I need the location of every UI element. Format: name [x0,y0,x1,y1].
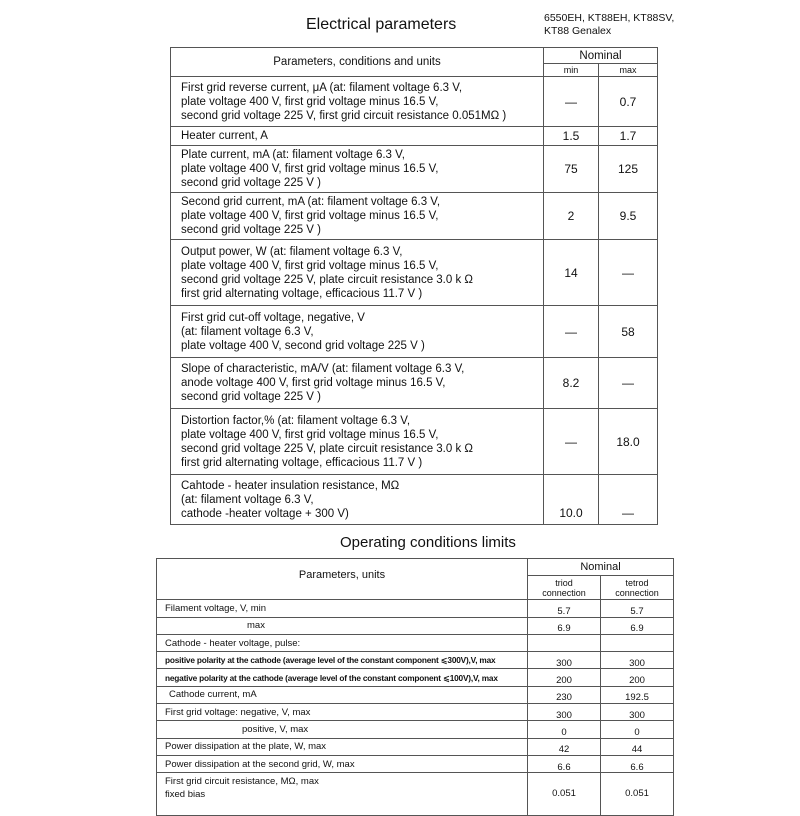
param-cell: positive, V, max [157,721,528,738]
param-cell: First grid reverse current, μA (at: filament voltage 6.3 V, plate voltage 400 V, first grid voltage minus 16.5 V, second grid voltage 225 V, first grid circuit resistance 0.051MΩ ) [171,77,544,127]
table-row [157,634,674,651]
param-cell: negative polarity at the cathode (average level of the constant component ⩽100V),V, max [157,669,528,686]
min-cell: — [544,77,599,127]
table-row [157,652,674,669]
table-row [171,127,658,146]
table-row [171,475,658,525]
tetrod-cell: 6.6 [601,755,674,772]
max-cell: — [599,358,658,409]
param-cell: positive polarity at the cathode (average level of the constant component ⩽300V),V, max [157,652,528,669]
electrical-parameters-table [170,47,658,525]
operating-limits-table [156,558,674,816]
tetrod-cell: 300 [601,704,674,721]
max-cell: — [599,240,658,306]
min-cell: 1.5 [544,127,599,146]
tetrod-cell: 0.051 [601,773,674,816]
min-cell: 8.2 [544,358,599,409]
table-row [171,77,658,127]
triod-cell: 5.7 [528,600,601,617]
table-row [157,738,674,755]
table-row [171,409,658,475]
triod-cell: 0 [528,721,601,738]
min-cell: 75 [544,146,599,193]
tetrod-cell: 200 [601,669,674,686]
table-row [157,773,674,816]
header-parameters: Parameters, units [157,559,528,600]
triod-cell: 6.9 [528,617,601,634]
table-row [157,721,674,738]
min-cell: 14 [544,240,599,306]
min-cell: 10.0 [544,475,599,525]
tetrod-cell: 0 [601,721,674,738]
table-row [171,306,658,358]
param-cell: Power dissipation at the plate, W, max [157,738,528,755]
param-cell: Cahtode - heater insulation resistance, MΩ (at: filament voltage 6.3 V, cathode -heater voltage + 300 V) [171,475,544,525]
triod-cell: 0.051 [528,773,601,816]
electrical-parameters-title: Electrical parameters [306,16,457,33]
tetrod-cell: 192.5 [601,686,674,703]
tetrod-cell [601,634,674,651]
table-row [157,600,674,617]
triod-cell: 6.6 [528,755,601,772]
param-cell: First grid voltage: negative, V, max [157,704,528,721]
triod-cell: 230 [528,686,601,703]
param-cell: Filament voltage, V, min [157,600,528,617]
max-cell: 18.0 [599,409,658,475]
max-cell: 9.5 [599,193,658,240]
param-cell: Cathode current, mA [157,686,528,703]
tetrod-cell: 5.7 [601,600,674,617]
param-cell: Distortion factor,% (at: filament voltage 6.3 V, plate voltage 400 V, first grid voltage minus 16.5 V, second grid voltage 225 V, plate circuit resistance 3.0 k Ω first grid alternating voltage, efficacious 11.7 V ) [171,409,544,475]
triod-cell: 300 [528,652,601,669]
tetrod-cell: 6.9 [601,617,674,634]
param-cell: Heater current, A [171,127,544,146]
param-cell: Power dissipation at the second grid, W, max [157,755,528,772]
table-row [171,240,658,306]
table-row [157,617,674,634]
min-cell: — [544,409,599,475]
header-min: min [544,64,599,77]
param-cell: Output power, W (at: filament voltage 6.3 V, plate voltage 400 V, first grid voltage minus 16.5 V, second grid voltage 225 V, plate circuit resistance 3.0 k Ω first grid alternating voltage, efficacious 11.7 V ) [171,240,544,306]
header-nominal: Nominal [544,48,658,64]
triod-cell: 42 [528,738,601,755]
param-cell: Cathode - heater voltage, pulse: [157,634,528,651]
min-cell: 2 [544,193,599,240]
table-row [171,193,658,240]
param-cell: max [157,617,528,634]
header-parameters: Parameters, conditions and units [171,48,544,77]
param-cell: Plate current, mA (at: filament voltage 6.3 V, plate voltage 400 V, first grid voltage minus 16.5 V, second grid voltage 225 V ) [171,146,544,193]
table-row [157,704,674,721]
param-cell: First grid circuit resistance, MΩ, max fixed bias [157,773,528,816]
header-nominal: Nominal [528,559,674,576]
triod-cell: 200 [528,669,601,686]
header-triod: triod connection [528,576,601,600]
table-row [157,686,674,703]
max-cell: 58 [599,306,658,358]
table-row [157,669,674,686]
header-max: max [599,64,658,77]
param-cell: First grid cut-off voltage, negative, V (at: filament voltage 6.3 V, plate voltage 400 V, second grid voltage 225 V ) [171,306,544,358]
table-row [157,755,674,772]
min-cell: — [544,306,599,358]
tube-models-label: 6550EH, KT88EH, KT88SV, KT88 Genalex [544,12,675,37]
triod-cell: 300 [528,704,601,721]
table-row [171,146,658,193]
param-cell: Second grid current, mA (at: filament voltage 6.3 V, plate voltage 400 V, first grid voltage minus 16.5 V, second grid voltage 225 V ) [171,193,544,240]
operating-limits-title: Operating conditions limits [340,534,516,551]
max-cell: 0.7 [599,77,658,127]
tetrod-cell: 44 [601,738,674,755]
header-tetrod: tetrod connection [601,576,674,600]
table-row [171,358,658,409]
max-cell: 1.7 [599,127,658,146]
max-cell: 125 [599,146,658,193]
max-cell: — [599,475,658,525]
param-cell: Slope of characteristic, mA/V (at: filament voltage 6.3 V, anode voltage 400 V, first grid voltage minus 16.5 V, second grid voltage 225 V ) [171,358,544,409]
triod-cell [528,634,601,651]
tetrod-cell: 300 [601,652,674,669]
